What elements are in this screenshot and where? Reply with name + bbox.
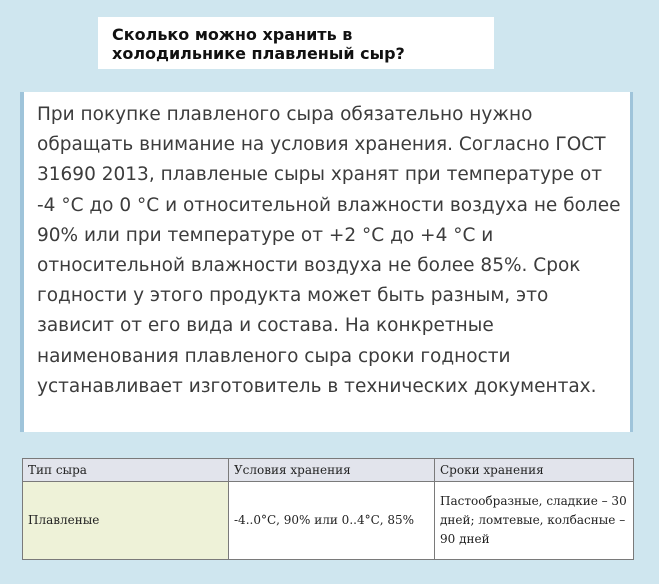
question-heading-card (98, 17, 494, 69)
header-cheese-type: Тип сыра (23, 459, 229, 482)
table-row (23, 482, 634, 560)
header-storage-period: Сроки хранения (435, 459, 634, 482)
storage-table-image (22, 458, 634, 560)
article-paragraph: При покупке плавленого сыра обязательно нужно обращать внимание на условия хранения. Согласно ГОСТ 31690 2013, плавленые сыры хранят при температуре от -4 °С до 0 °С и относительной влажности воздуха не более 90% или при температуре от +2 °С до +4 °С и относительной влажности воздуха не более 85%. Срок годности у этого продукта может быть разным, это зависит от его вида и состава. На конкретные наименования плавленого сыра сроки годности устанавливает изготовитель в технических документах. (37, 104, 621, 397)
article-text-card (20, 92, 633, 432)
table-header-row (23, 459, 634, 482)
storage-table (22, 458, 634, 560)
header-storage-conditions: Условия хранения (229, 459, 435, 482)
cell-storage-period: Пастообразные, сладкие – 30 дней; ломтевые, колбасные – 90 дней (435, 482, 634, 560)
cell-cheese-type: Плавленые (23, 482, 229, 560)
cell-storage-conditions: -4..0°С, 90% или 0..4°С, 85% (229, 482, 435, 560)
question-title: Сколько можно хранить в холодильнике плавленый сыр? (112, 25, 405, 63)
